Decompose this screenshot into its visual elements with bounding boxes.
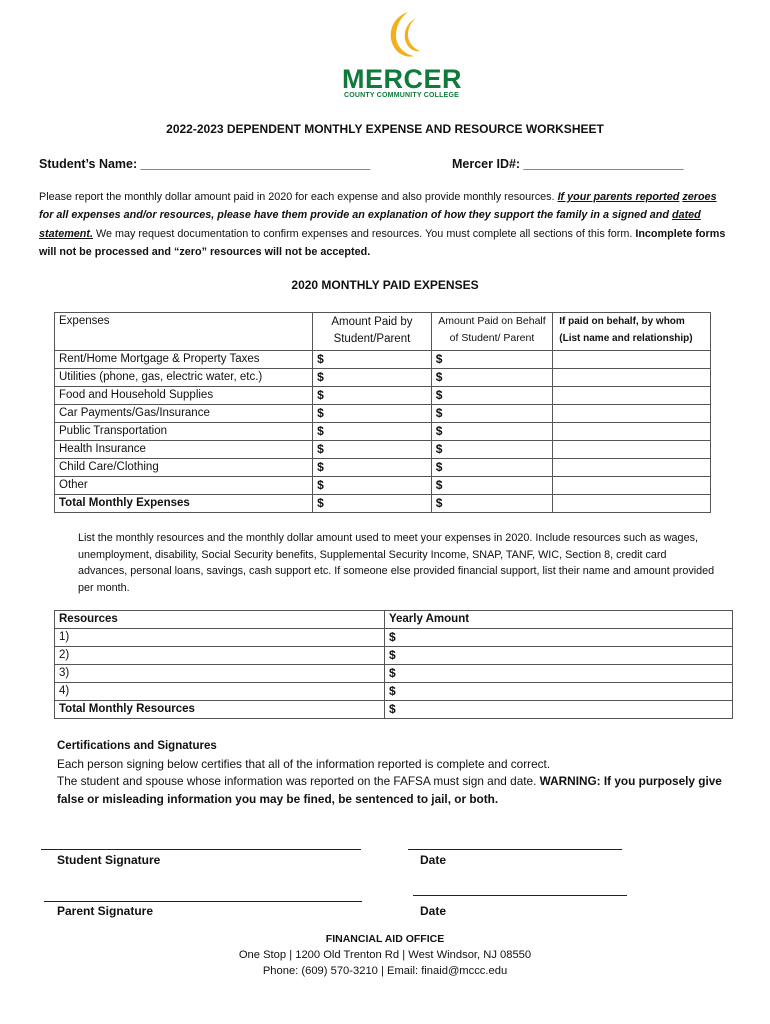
by-whom-input[interactable] (553, 405, 711, 423)
footer-office: FINANCIAL AID OFFICE (325, 933, 445, 945)
intro-emphasis-2: zeroes (682, 191, 717, 203)
amount-paid-input[interactable]: $ (313, 423, 432, 441)
by-whom-input[interactable] (553, 369, 711, 387)
table-row (55, 665, 733, 683)
expenses-table (54, 312, 711, 513)
resources-header-row (55, 611, 733, 629)
warning-text: WARNING: If you purposely give false or misleading information you may be fined, be sentenced to jail, or both. (57, 774, 722, 806)
on-behalf-input[interactable]: $ (431, 423, 553, 441)
intro-text-1: Please report the monthly dollar amount paid in 2020 for each expense and also provide monthly resources. (39, 191, 558, 203)
expense-label: Rent/Home Mortgage & Property Taxes (55, 351, 313, 369)
table-row (55, 629, 733, 647)
certifications-heading: Certifications and Signatures (57, 740, 217, 752)
footer-address: One Stop | 1200 Old Trenton Rd | West Windsor, NJ 08550 (238, 949, 532, 961)
total-on-behalf-input[interactable]: $ (431, 495, 553, 513)
table-row (55, 683, 733, 701)
by-whom-input[interactable] (553, 423, 711, 441)
table-row (55, 701, 733, 719)
footer-contact: Phone: (609) 570-3210 | Email: finaid@mccc.edu (262, 965, 508, 977)
amount-paid-input[interactable]: $ (313, 369, 432, 387)
by-whom-col-header: If paid on behalf, by whom (List name and relationship) (553, 313, 711, 351)
parent-signature-label: Parent Signature (57, 904, 154, 918)
expenses-col-header: Expenses (55, 313, 313, 351)
table-row (55, 647, 733, 665)
table-row (55, 369, 711, 387)
table-row (55, 405, 711, 423)
intro-emphasis-4: dated statement. (39, 209, 701, 240)
resource-label[interactable]: 1) (55, 629, 385, 647)
student-signature-line[interactable] (41, 849, 361, 850)
student-signature-label: Student Signature (57, 853, 161, 867)
intro-emphasis-3: for all expenses and/or resources, please have them provide an explanation of how they support the family in a signed and (39, 209, 669, 222)
amount-paid-input[interactable]: $ (313, 387, 432, 405)
resource-amount-input[interactable]: $ (384, 683, 732, 701)
resource-amount-input[interactable]: $ (384, 665, 732, 683)
expenses-header-row (55, 313, 711, 351)
by-whom-input[interactable] (553, 477, 711, 495)
table-row (55, 477, 711, 495)
resource-amount-input[interactable]: $ (384, 629, 732, 647)
on-behalf-col-header: Amount Paid on Behalf of Student/ Parent (431, 313, 553, 351)
resource-label[interactable]: 4) (55, 683, 385, 701)
resource-label[interactable]: 2) (55, 647, 385, 665)
resources-table (54, 610, 733, 719)
on-behalf-input[interactable]: $ (431, 387, 553, 405)
crescent-logo-icon (334, 8, 474, 68)
amount-paid-col-header: Amount Paid by Student/Parent (313, 313, 432, 351)
resource-amount-input[interactable]: $ (384, 647, 732, 665)
table-row (55, 495, 711, 513)
footer (0, 931, 770, 979)
intro-warning: Incomplete forms will not be processed and “zero” resources will not be accepted. (39, 227, 726, 259)
on-behalf-input[interactable]: $ (431, 405, 553, 423)
expense-label: Other (55, 477, 313, 495)
resources-instructions: List the monthly resources and the monthly dollar amount used to meet your expenses in 2020. Include resources such as wages, unemployment, disability, Social Security benefits, Supplemental Security Income, SNAP, TANF, WIC, Section 8, credit card advances, personal loans, savings, cash support etc. If someone else provided financial support, list their name and amount provided per month. (78, 532, 715, 594)
on-behalf-input[interactable]: $ (431, 477, 553, 495)
mercer-id-field[interactable]: Mercer ID#: _______________________ (452, 157, 684, 171)
yearly-amount-col-header: Yearly Amount (384, 611, 732, 629)
amount-paid-input[interactable]: $ (313, 441, 432, 459)
intro-emphasis-1: If your parents reported (557, 191, 680, 203)
on-behalf-input[interactable]: $ (431, 441, 553, 459)
amount-paid-input[interactable]: $ (313, 351, 432, 369)
expenses-title: 2020 MONTHLY PAID EXPENSES (291, 278, 479, 292)
certifications-section (57, 738, 737, 808)
expense-label: Utilities (phone, gas, electric water, etc.) (55, 369, 313, 387)
student-date-line[interactable] (408, 849, 622, 850)
certifications-line-1: Each person signing below certifies that all of the information reported is complete and correct. (57, 756, 551, 771)
by-whom-input[interactable] (553, 441, 711, 459)
expense-label: Public Transportation (55, 423, 313, 441)
amount-paid-input[interactable]: $ (313, 477, 432, 495)
page-title: 2022-2023 DEPENDENT MONTHLY EXPENSE AND RESOURCE WORKSHEET (166, 122, 604, 136)
by-whom-input[interactable] (553, 387, 711, 405)
expense-label: Car Payments/Gas/Insurance (55, 405, 313, 423)
amount-paid-input[interactable]: $ (313, 405, 432, 423)
resource-label[interactable]: 3) (55, 665, 385, 683)
by-whom-input[interactable] (553, 351, 711, 369)
expense-label: Food and Household Supplies (55, 387, 313, 405)
resources-col-header: Resources (55, 611, 385, 629)
parent-signature-line[interactable] (44, 901, 362, 902)
total-expenses-label: Total Monthly Expenses (55, 495, 313, 513)
table-row (55, 423, 711, 441)
intro-text-2: We may request documentation to confirm expenses and resources. You must complete all sections of this form. (93, 227, 636, 240)
table-row (55, 459, 711, 477)
by-whom-input[interactable] (553, 459, 711, 477)
table-row (55, 441, 711, 459)
on-behalf-input[interactable]: $ (431, 351, 553, 369)
total-by-whom-input[interactable] (553, 495, 711, 513)
amount-paid-input[interactable]: $ (313, 459, 432, 477)
total-resources-input[interactable]: $ (384, 701, 732, 719)
parent-date-label: Date (420, 904, 447, 918)
total-resources-label: Total Monthly Resources (55, 701, 385, 719)
on-behalf-input[interactable]: $ (431, 369, 553, 387)
parent-date-line[interactable] (413, 895, 627, 896)
logo-subtitle: COUNTY COMMUNITY COLLEGE (344, 92, 459, 99)
instructions-paragraph (39, 188, 729, 262)
certifications-line-2 (57, 773, 737, 808)
total-amount-paid-input[interactable]: $ (313, 495, 432, 513)
student-name-field[interactable]: Student’s Name: _________________________________ (39, 157, 371, 171)
expense-label: Child Care/Clothing (55, 459, 313, 477)
college-logo (334, 8, 474, 100)
on-behalf-input[interactable]: $ (431, 459, 553, 477)
student-date-label: Date (420, 853, 447, 867)
expense-label: Health Insurance (55, 441, 313, 459)
table-row (55, 387, 711, 405)
table-row (55, 351, 711, 369)
logo-wordmark: MERCER (342, 64, 463, 94)
certifications-line-2-text: The student and spouse whose information was reported on the FAFSA must sign and date. (57, 774, 540, 789)
